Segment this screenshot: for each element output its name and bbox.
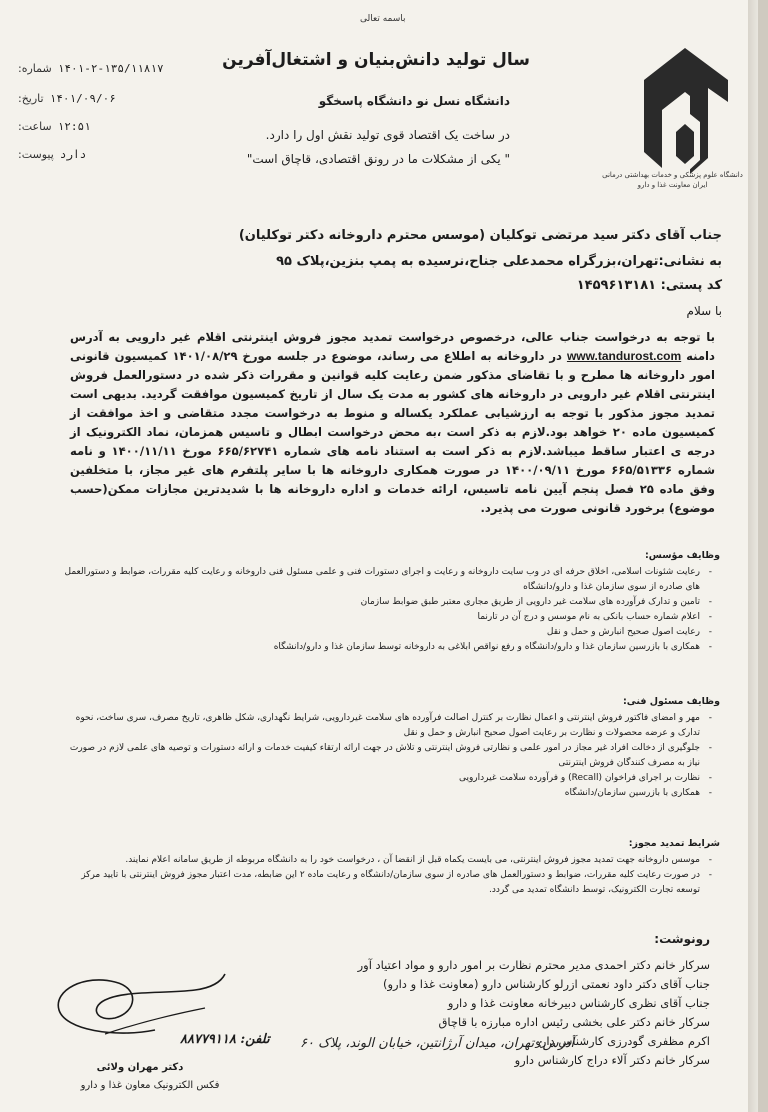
duty-list (60, 565, 720, 655)
letter-date-value: ۱۴۰۱/۰۹/۰۶ (49, 92, 116, 105)
list-item: - اعلام شماره حساب بانکی به نام موسس و درج آن در تارنما (60, 610, 708, 625)
letter-body (70, 328, 715, 518)
technical-manager-duties-section (60, 694, 720, 801)
cc-line: سرکار خانم دکتر احمدی مدیر محترم نظارت بر امور دارو و مواد اعتیاد آور (357, 958, 710, 972)
cc-line: سرکار خانم دکتر آلاء دراج کارشناس دارو (514, 1053, 710, 1067)
cc-line: اکرم مظفری گودرزی کارشناس دارو (535, 1034, 710, 1048)
bismillah: باسمه تعالی (360, 14, 406, 24)
letter-date-label: تاریخ: (18, 92, 44, 105)
body-text-start: با توجه به درخواست جناب عالی، درخصوص درخواست تمدید مجوز فروش اینترنتی اقلام غیر دارویی به آدرس دامنه (70, 330, 715, 363)
list-item: - رعایت شئونات اسلامی، اخلاق حرفه ای در وب سایت داروخانه و رعایت و اجرای دستورات فنی و علمی مسئول فنی داروخانه و رعایت کلیه مقررات، ضوابط و دستورالعمل های صادره از سوی سازمان غذا و دارو/دانشگاه (60, 565, 708, 595)
recipient-postal-code: کد پستی: ۱۴۵۹۶۱۳۱۸۱ (576, 278, 722, 293)
signature-icon (45, 960, 235, 1050)
domain-link[interactable]: www.tandurost.com (566, 349, 682, 363)
cc-line: جناب آقای دکتر داود نعمتی ازرلو کارشناس دارو (معاونت غذا و دارو) (383, 977, 710, 991)
list-item: - همکاری با بازرسین سازمان/دانشگاه (60, 786, 708, 801)
body-text-rest: در داروخانه به اطلاع می رساند، موضوع در جلسه مورخ ۱۴۰۱/۰۸/۲۹ کمیسیون قانونی امور داروخانه ها مطرح و با تقاضای مذکور ضمن رعایت کلیه قوانین و مقررات ذکر شده در دستورالعمل فروش اینترنتی اقلام غیر دارویی در داروخانه های کشور به مدت یک سال از تاریخ کمیسیون موافقت گردید. بدیهی است تمدید مجوز مذکور با توجه به ارزشیابی عملکرد یکساله و منوط به درخواست مجدد متقاضی و اخذ موافقت از کمیسیون ماده ۲۰ خواهد بود.لازم به ذکر است ،به محض درخواست ابطال و تاسیس همزمان، نماد الکترونیک از درجه ی اعتبار ساقط میباشد.لازم به ذکر است به استناد نامه های شماره ۶۶۵/۶۲۷۴۱ مورخ ۱۴۰۰/۱۱/۱۱ و نامه شماره ۶۶۵/۵۱۳۳۶ مورخ ۱۴۰۰/۰۹/۱۱ در صورت همکاری داروخانه ها با سایر پلتفرم های غیر مجاز، با متخلفین وفق ماده ۲۵ فصل پنجم آیین نامه تاسیس، ارائه خدمات و اداره داروخانه ها با شدیدترین مجازات ممکن(حسب موضوع) برخورد قانونی صورت می پذیرد. (70, 349, 716, 515)
letter-attachment-label: پیوست: (18, 148, 54, 161)
letter-attachment-value: دارد (59, 148, 87, 161)
recipient-name: جناب آقای دکتر سید مرتضی توکلیان (موسس محترم داروخانه دکتر توکلیان) (238, 228, 722, 243)
cc-list (300, 956, 710, 1070)
signer-name: دکتر مهران ولائی (96, 1062, 184, 1073)
letter-time (18, 120, 178, 133)
fax-label: فکس الکترونیک معاون غذا و دارو (80, 1080, 220, 1091)
cc-line: جناب آقای نظری کارشناس دبیرخانه معاونت غذا و دارو (447, 996, 710, 1010)
handwritten-phone: تلفن: ۸۸۷۷۹۱۱۸ (180, 1032, 270, 1047)
university-motto: دانشگاه نسل نو دانشگاه پاسخگو (318, 94, 510, 108)
list-item: - رعایت اصول صحیح انبارش و حمل و نقل (60, 625, 708, 640)
list-item: - نظارت بر اجرای فراخوان (Recall) و فرآورده سلامت غیردارویی (60, 771, 708, 786)
letter-time-value: ۱۲:۵۱ (57, 120, 91, 133)
letter-attachment (18, 148, 178, 161)
cc-line: سرکار خانم دکتر علی بخشی رئیس اداره مبارزه با قاچاق (438, 1015, 710, 1029)
letter-date (18, 92, 178, 105)
greeting: با سلام (686, 304, 722, 318)
page-edge (748, 0, 758, 1112)
body-paragraph (70, 328, 715, 518)
list-item: - همکاری با بازرسین سازمان غذا و دارو/دانشگاه و رفع نواقص ابلاغی به داروخانه توسط سازمان غذا و دارو/دانشگاه (60, 640, 708, 655)
section-title: وظایف مؤسس: (644, 550, 720, 561)
logo-caption: دانشگاه علوم پزشکی و خدمات بهداشتی درمانی ایران معاونت غذا و دارو (602, 171, 743, 189)
section-title: وظایف مسئول فنی: (622, 696, 720, 707)
list-item: - موسس داروخانه جهت تمدید مجوز فروش اینترنتی، می بایست یکماه قبل از انقضا آن ، درخواست خود را به دانشگاه مربوطه از طریق سامانه اعلام نمایند. (60, 853, 708, 868)
list-item: - تامین و تدارک فرآورده های سلامت غیر دارویی از طریق مجاری معتبر طبق ضوابط سازمان (60, 595, 708, 610)
renewal-conditions-section (60, 836, 720, 898)
cc-title: رونوشت: (654, 932, 710, 946)
list-item: - در صورت رعایت کلیه مقررات، ضوابط و دستورالعمل های صادره از سوی سازمان/دانشگاه و رعایت ماده ۲ این ضابطه، مدت اعتبار مجوز فروش اینترنتی با تایید مرکز توسعه تجارت الکترونیک، توسط دانشگاه تمدید می گردد. (60, 868, 708, 898)
year-slogan: سال تولید دانش‌بنیان و اشتغال‌آفرین (222, 50, 530, 70)
handwritten-address: آدرس: تهران، میدان آرژانتین، خیابان الوند، پلاک ۶۰ (300, 1036, 575, 1051)
letter-number-value: ۱۴۰۱-۲-۱۳۵/۱۱۸۱۷ (57, 62, 164, 75)
founder-duties-section (60, 548, 720, 655)
letter-number (18, 62, 178, 75)
quote-line-1: در ساخت یک اقتصاد قوی تولید نقش اول را دارد. (265, 128, 510, 142)
letter-time-label: ساعت: (18, 120, 52, 133)
section-title: شرایط تمدید مجوز: (628, 838, 720, 849)
quote-line-2: " یکی از مشکلات ما در رونق اقتصادی، قاچاق است" (246, 152, 510, 166)
recipient-address: به نشانی:تهران،بزرگراه محمدعلی جناح،نرسیده به پمپ بنزین،پلاک ۹۵ (276, 254, 722, 269)
condition-list (60, 853, 720, 898)
duty-list (60, 711, 720, 801)
letter-number-label: شماره: (18, 62, 52, 75)
list-item: - جلوگیری از دخالت افراد غیر مجاز در امور علمی و نظارتی فروش اینترنتی و تلاش در جهت ارائه ارتقاء کیفیت خدمات و ارائه دستورات و توصیه های علمی لازم در صورت نیاز به مصرف کنندگان فروش اینترنتی (60, 741, 708, 771)
list-item: - مهر و امضای فاکتور فروش اینترنتی و اعمال نظارت بر کنترل اصالت فرآورده های سلامت غیردارویی، شرایط نگهداری، شکل ظاهری، تاریخ مصرف، سری ساخت، نحوه تدارک و عرضه محصولات و نظارت بر رعایت اصول صحیح انبارش و حمل و نقل (60, 711, 708, 741)
